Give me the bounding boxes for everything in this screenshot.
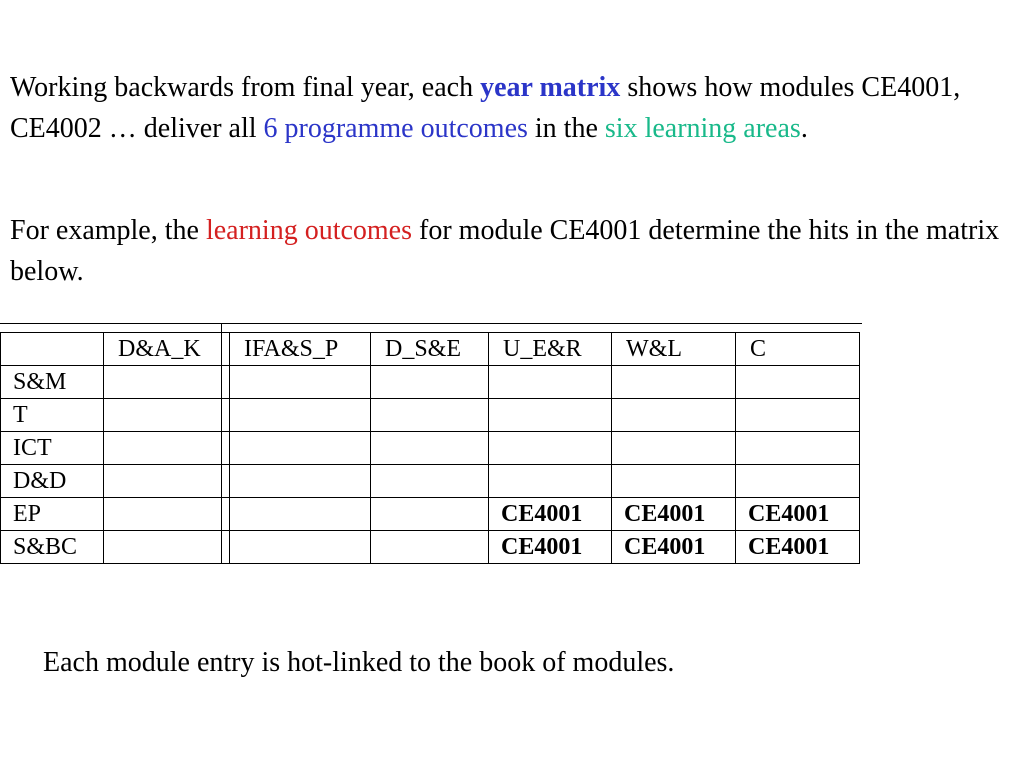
matrix-column-header: IFA&S_P bbox=[230, 333, 371, 366]
matrix-empty-cell bbox=[104, 366, 222, 399]
matrix-column-header: W&L bbox=[612, 333, 736, 366]
matrix-column-header: U_E&R bbox=[489, 333, 612, 366]
matrix-empty-cell bbox=[489, 399, 612, 432]
module-link-cell[interactable]: CE4001 bbox=[489, 531, 612, 564]
matrix-row bbox=[1, 432, 860, 465]
matrix-empty-cell bbox=[371, 531, 489, 564]
matrix-empty-cell bbox=[104, 531, 222, 564]
matrix-empty-cell bbox=[230, 399, 371, 432]
footer-note: Each module entry is hot-linked to the book of modules. bbox=[43, 647, 675, 678]
matrix-row-label: ICT bbox=[1, 432, 104, 465]
matrix-empty-cell bbox=[230, 498, 371, 531]
matrix-corner-cell bbox=[1, 333, 104, 366]
matrix-empty-cell bbox=[104, 399, 222, 432]
matrix-empty-cell bbox=[612, 399, 736, 432]
matrix-row bbox=[1, 498, 860, 531]
matrix-gap-cell bbox=[222, 498, 230, 531]
intro-text-2: shows how modules CE4001, CE4002 … deliver all bbox=[10, 72, 961, 144]
matrix-empty-cell bbox=[612, 432, 736, 465]
matrix-row bbox=[1, 531, 860, 564]
matrix-column-header: D&A_K bbox=[104, 333, 222, 366]
matrix-empty-cell bbox=[612, 366, 736, 399]
matrix-empty-cell bbox=[104, 432, 222, 465]
example-text-1: For example, the bbox=[10, 215, 206, 246]
matrix-empty-cell bbox=[489, 366, 612, 399]
intro-text-1: Working backwards from final year, each bbox=[10, 72, 481, 103]
learning-outcomes-highlight: learning outcomes bbox=[205, 215, 413, 246]
matrix-empty-cell bbox=[371, 399, 489, 432]
matrix-empty-cell bbox=[612, 465, 736, 498]
year-matrix-highlight: year matrix bbox=[480, 72, 621, 103]
matrix-row-label: S&BC bbox=[1, 531, 104, 564]
year-matrix-table bbox=[0, 332, 860, 564]
matrix-row-label: D&D bbox=[1, 465, 104, 498]
matrix-empty-cell bbox=[489, 432, 612, 465]
matrix-row-label: S&M bbox=[1, 366, 104, 399]
module-link-cell[interactable]: CE4001 bbox=[612, 531, 736, 564]
matrix-gap-cell bbox=[222, 531, 230, 564]
example-text-2: for module CE4001 determine the hits in the matrix below. bbox=[10, 215, 1000, 287]
matrix-empty-cell bbox=[230, 366, 371, 399]
matrix-column-header: D_S&E bbox=[371, 333, 489, 366]
module-link-cell[interactable]: CE4001 bbox=[736, 498, 860, 531]
matrix-row bbox=[1, 366, 860, 399]
matrix-empty-cell bbox=[371, 465, 489, 498]
module-link-cell[interactable]: CE4001 bbox=[612, 498, 736, 531]
matrix-empty-cell bbox=[230, 465, 371, 498]
matrix-empty-cell bbox=[736, 399, 860, 432]
matrix-gap-cell bbox=[222, 333, 230, 366]
intro-text-3: in the bbox=[527, 113, 605, 144]
matrix-empty-cell bbox=[230, 531, 371, 564]
learning-areas-highlight: six learning areas bbox=[604, 113, 801, 144]
matrix-empty-cell bbox=[371, 432, 489, 465]
matrix-row-label: T bbox=[1, 399, 104, 432]
matrix-row bbox=[1, 399, 860, 432]
matrix-empty-cell bbox=[371, 498, 489, 531]
matrix-gap-cell bbox=[222, 432, 230, 465]
matrix-empty-cell bbox=[104, 498, 222, 531]
table-top-rule bbox=[0, 323, 862, 324]
module-link-cell[interactable]: CE4001 bbox=[489, 498, 612, 531]
matrix-empty-cell bbox=[104, 465, 222, 498]
matrix-empty-cell bbox=[736, 465, 860, 498]
example-paragraph bbox=[10, 210, 1010, 292]
matrix-empty-cell bbox=[736, 432, 860, 465]
intro-text-4: . bbox=[800, 113, 808, 144]
matrix-gap-cell bbox=[222, 366, 230, 399]
matrix-empty-cell bbox=[230, 432, 371, 465]
matrix-gap-cell bbox=[222, 465, 230, 498]
matrix-empty-cell bbox=[489, 465, 612, 498]
programme-outcomes-highlight: 6 programme outcomes bbox=[263, 113, 528, 144]
matrix-header-row bbox=[1, 333, 860, 366]
matrix-column-header: C bbox=[736, 333, 860, 366]
matrix-gap-cell bbox=[222, 399, 230, 432]
matrix-row-label: EP bbox=[1, 498, 104, 531]
intro-paragraph bbox=[10, 67, 1010, 149]
module-link-cell[interactable]: CE4001 bbox=[736, 531, 860, 564]
matrix-row bbox=[1, 465, 860, 498]
matrix-empty-cell bbox=[371, 366, 489, 399]
matrix-empty-cell bbox=[736, 366, 860, 399]
